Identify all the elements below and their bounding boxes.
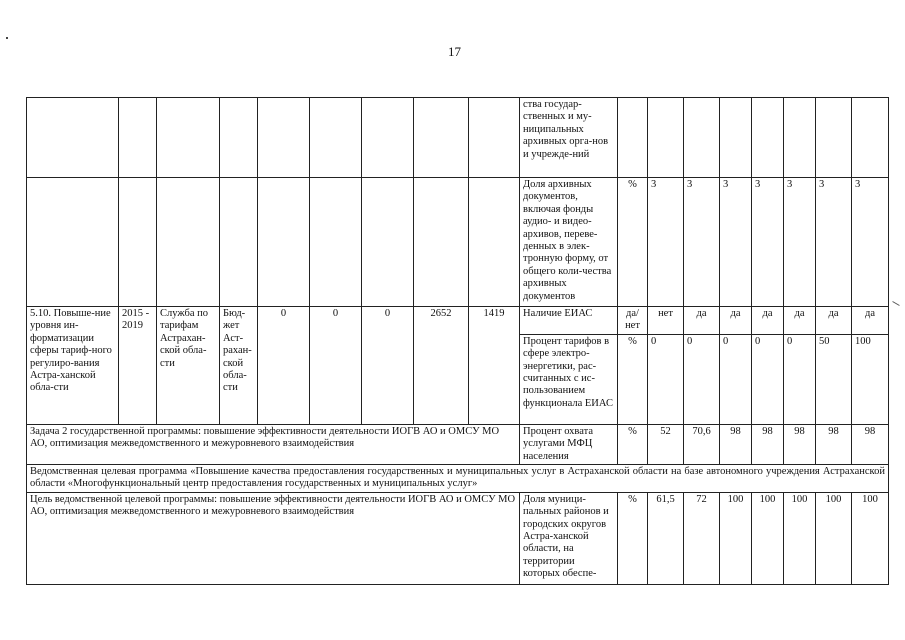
table-row — [27, 178, 889, 307]
value-cell: 70,6 — [684, 424, 720, 464]
value-cell: да — [816, 307, 852, 335]
unit-cell: % — [618, 178, 648, 307]
value-cell: 50 — [816, 334, 852, 424]
value-cell: 3 — [852, 178, 889, 307]
empty-cell — [362, 98, 414, 178]
departmental-program-title: Ведомственная целевая программа «Повышение качества предоставления государственных и муниципальных услуг в Астраханской области на базе автономного учреждения Астраханской области «Многофункциональный центр предоставления государственных и муниципальных услуг» — [27, 465, 889, 493]
empty-cell — [27, 178, 119, 307]
empty-cell — [220, 178, 258, 307]
value-cell: да — [720, 307, 752, 335]
value-cell: 100 — [752, 492, 784, 584]
table-row — [27, 307, 889, 335]
value-cell: 72 — [684, 492, 720, 584]
program-table-wrapper — [26, 97, 889, 585]
empty-cell — [220, 98, 258, 178]
table-row — [27, 424, 889, 464]
funding-value: 0 — [258, 307, 310, 425]
value-cell: нет — [648, 307, 684, 335]
table-row — [27, 98, 889, 178]
value-cell: 0 — [784, 334, 816, 424]
value-cell: 0 — [684, 334, 720, 424]
value-cell: 100 — [852, 334, 889, 424]
value-cell: 61,5 — [648, 492, 684, 584]
empty-cell — [258, 98, 310, 178]
funding-value: 0 — [310, 307, 362, 425]
value-cell: 52 — [648, 424, 684, 464]
empty-cell — [752, 98, 784, 178]
value-cell: 3 — [684, 178, 720, 307]
task-description: Задача 2 государственной программы: повышение эффективности деятельности ИОГВ АО и ОМСУ МО АО, оптимизация межведомственного и межуровневого взаимодействия — [27, 424, 520, 464]
funding-value: 2652 — [414, 307, 469, 425]
scan-dot — [6, 37, 8, 39]
program-table — [26, 97, 889, 585]
empty-cell — [852, 98, 889, 178]
value-cell: 0 — [752, 334, 784, 424]
indicator-name: Доля муници-пальных районов и городских округов Астра-ханской области, на территории которых обеспе- — [520, 492, 618, 584]
value-cell: 100 — [784, 492, 816, 584]
funding-source-cell: Бюд-жет Аст-рахан-ской обла-сти — [220, 307, 258, 425]
value-cell: 3 — [816, 178, 852, 307]
indicator-name: Наличие ЕИАС — [520, 307, 618, 335]
empty-cell — [816, 98, 852, 178]
empty-cell — [310, 98, 362, 178]
indicator-name: Процент охвата услугами МФЦ населения — [520, 424, 618, 464]
value-cell: 3 — [752, 178, 784, 307]
indicator-name: Процент тарифов в сфере электро-энергетики, рас-считанных с ис-пользованием функционала ЕИАС — [520, 334, 618, 424]
measure-name: 5.10. Повыше-ние уровня ин-форматизации сферы тариф-ного регулиро-вания Астра-ханской обла-сти — [27, 307, 119, 425]
empty-cell — [684, 98, 720, 178]
empty-cell — [469, 178, 520, 307]
empty-cell — [469, 98, 520, 178]
unit-cell: % — [618, 334, 648, 424]
empty-cell — [119, 178, 157, 307]
value-cell: 100 — [816, 492, 852, 584]
value-cell: да — [852, 307, 889, 335]
executor-cell: Служба по тарифам Астрахан-ской обла-сти — [157, 307, 220, 425]
value-cell: 100 — [720, 492, 752, 584]
page-number: 17 — [448, 44, 461, 59]
unit-cell: % — [618, 492, 648, 584]
empty-cell — [258, 178, 310, 307]
empty-cell — [414, 178, 469, 307]
value-cell: 3 — [784, 178, 816, 307]
value-cell: 98 — [752, 424, 784, 464]
empty-cell — [648, 98, 684, 178]
indicator-name: ства государ-ственных и му-ниципальных архивных орга-нов и учрежде-ний — [520, 98, 618, 178]
unit-cell: да/ нет — [618, 307, 648, 335]
empty-cell — [157, 98, 220, 178]
empty-cell — [27, 98, 119, 178]
period-cell: 2015 - 2019 — [119, 307, 157, 425]
value-cell: 98 — [720, 424, 752, 464]
value-cell: 0 — [648, 334, 684, 424]
indicator-name: Доля архивных документов, включая фонды аудио- и видео-архивов, переве-денных в элек-тронную форму, от общего коли-чества архивных документов — [520, 178, 618, 307]
value-cell: 98 — [784, 424, 816, 464]
scan-mark — [892, 301, 899, 306]
empty-cell — [618, 98, 648, 178]
value-cell: да — [752, 307, 784, 335]
unit-cell: % — [618, 424, 648, 464]
value-cell: 98 — [816, 424, 852, 464]
table-row — [27, 465, 889, 493]
empty-cell — [414, 98, 469, 178]
program-goal: Цель ведомственной целевой программы: повышение эффективности деятельности ИОГВ АО и ОМСУ МО АО, оптимизация межведомственного и межуровневого взаимодействия — [27, 492, 520, 584]
funding-value: 1419 — [469, 307, 520, 425]
empty-cell — [310, 178, 362, 307]
empty-cell — [784, 98, 816, 178]
value-cell: 0 — [720, 334, 752, 424]
value-cell: 100 — [852, 492, 889, 584]
value-cell: 98 — [852, 424, 889, 464]
table-row — [27, 492, 889, 584]
value-cell: да — [684, 307, 720, 335]
empty-cell — [157, 178, 220, 307]
value-cell: да — [784, 307, 816, 335]
empty-cell — [362, 178, 414, 307]
empty-cell — [119, 98, 157, 178]
value-cell: 3 — [648, 178, 684, 307]
value-cell: 3 — [720, 178, 752, 307]
funding-value: 0 — [362, 307, 414, 425]
empty-cell — [720, 98, 752, 178]
